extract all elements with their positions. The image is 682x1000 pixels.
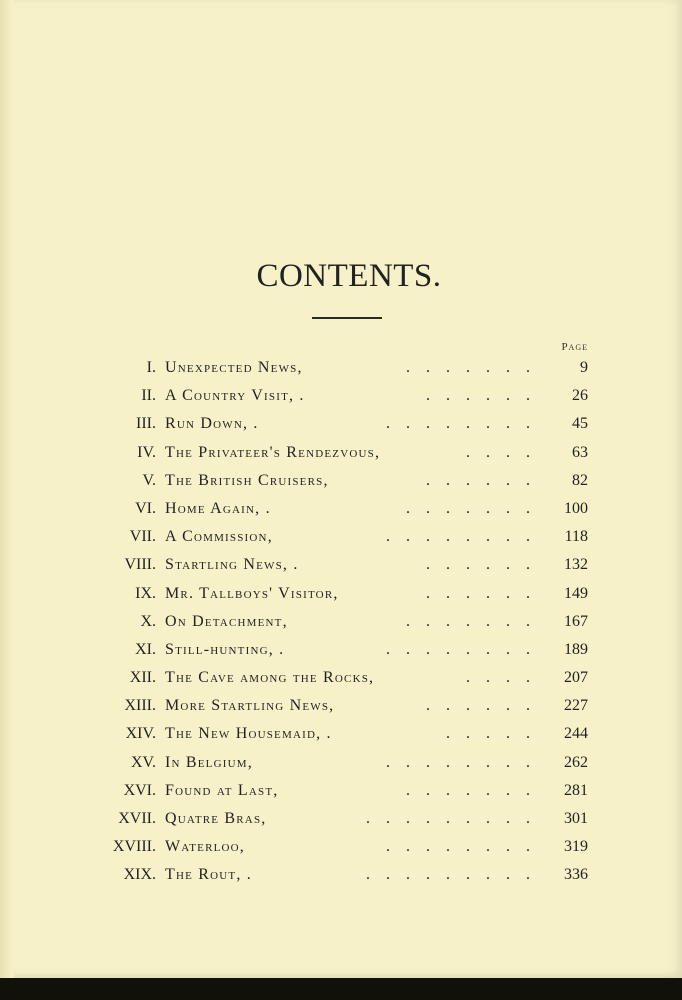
- chapter-page: 262: [564, 753, 588, 771]
- chapter-title: Still-hunting, .: [165, 640, 285, 658]
- leader-dots: . . . . . . . .: [386, 753, 536, 771]
- chapter-title: A Country Visit, .: [165, 387, 305, 405]
- leader-dots: . . . . . . . .: [386, 528, 536, 546]
- chapter-number: X.: [140, 612, 156, 630]
- chapter-page: 227: [564, 697, 588, 715]
- table-of-contents: [0, 354, 682, 890]
- toc-row: [0, 749, 682, 777]
- chapter-number: XVI.: [123, 781, 156, 799]
- chapter-title: Unexpected News,: [165, 359, 303, 376]
- leader-dots: . . . . . . .: [406, 499, 536, 517]
- chapter-number: XVII.: [118, 810, 156, 827]
- chapter-number: XVIII.: [112, 838, 156, 856]
- chapter-title: The Cave among the Rocks,: [165, 669, 375, 687]
- chapter-number: I.: [146, 359, 156, 376]
- chapter-number: XIX.: [123, 866, 156, 884]
- leader-dots: . . . . . .: [426, 387, 536, 405]
- chapter-number: XIV.: [125, 725, 156, 743]
- chapter-title: Waterloo,: [165, 838, 246, 856]
- chapter-number: IV.: [137, 443, 156, 461]
- chapter-page: 167: [564, 612, 588, 630]
- chapter-title: Found at Last,: [165, 781, 279, 799]
- leader-dots: . . . . . .: [426, 556, 536, 574]
- leader-dots: . . . .: [466, 443, 536, 461]
- scan-border: [0, 978, 682, 1000]
- chapter-title: The New Housemaid, .: [165, 725, 332, 743]
- chapter-title: Mr. Tallboys' Visitor,: [165, 584, 339, 602]
- leader-dots: . . . . . . . . .: [366, 866, 536, 884]
- leader-dots: . . . . . . . .: [386, 640, 536, 658]
- chapter-page: 9: [580, 359, 588, 376]
- leader-dots: . . . . . .: [426, 471, 536, 489]
- chapter-number: XV.: [130, 753, 156, 771]
- chapter-title: A Commission,: [165, 528, 273, 546]
- chapter-title: In Belgium,: [165, 753, 253, 771]
- chapter-title: The Privateer's Rendezvous,: [165, 443, 381, 461]
- toc-row: [0, 354, 682, 382]
- toc-row: [0, 861, 682, 889]
- leader-dots: . . . . . . .: [406, 781, 536, 799]
- chapter-title: The Rout, .: [165, 866, 252, 884]
- chapter-title: The British Cruisers,: [165, 471, 329, 489]
- chapter-number: IX.: [135, 584, 156, 602]
- chapter-page: 149: [564, 584, 588, 602]
- chapter-title: Home Again, .: [165, 499, 271, 517]
- chapter-number: V.: [142, 471, 156, 489]
- toc-row: [0, 410, 682, 438]
- toc-row: [0, 495, 682, 523]
- chapter-number: VIII.: [124, 556, 156, 574]
- chapter-page: 281: [564, 781, 588, 799]
- toc-row: [0, 777, 682, 805]
- chapter-page: 336: [564, 866, 588, 884]
- chapter-page: 82: [572, 471, 588, 489]
- page-column-header: Page: [561, 341, 588, 353]
- chapter-number: XII.: [129, 669, 156, 687]
- leader-dots: . . . . . .: [426, 584, 536, 602]
- toc-row: [0, 608, 682, 636]
- chapter-page: 45: [572, 415, 588, 433]
- leader-dots: . . . .: [466, 669, 536, 687]
- toc-row: [0, 692, 682, 720]
- chapter-number: VI.: [135, 499, 156, 517]
- toc-row: [0, 636, 682, 664]
- leader-dots: . . . . . . . .: [386, 415, 536, 433]
- chapter-page: 207: [564, 669, 588, 687]
- toc-row: [0, 382, 682, 410]
- chapter-title: On Detachment,: [165, 612, 288, 630]
- toc-row: [0, 720, 682, 748]
- leader-dots: . . . . . . .: [406, 612, 536, 630]
- chapter-page: 100: [564, 499, 588, 517]
- chapter-number: XI.: [135, 640, 156, 658]
- toc-row: [0, 439, 682, 467]
- chapter-page: 118: [564, 528, 588, 546]
- toc-row: [0, 523, 682, 551]
- chapter-number: VII.: [129, 528, 156, 546]
- title-rule: [312, 317, 382, 319]
- chapter-page: 26: [572, 387, 588, 405]
- chapter-page: 319: [564, 838, 588, 856]
- toc-row: [0, 580, 682, 608]
- chapter-title: Startling News, .: [165, 556, 299, 574]
- leader-dots: . . . . . . . . .: [366, 810, 536, 827]
- toc-row: [0, 551, 682, 579]
- leader-dots: . . . . . .: [426, 697, 536, 715]
- contents-title: CONTENTS.: [256, 258, 442, 294]
- chapter-page: 301: [564, 810, 588, 827]
- chapter-title: More Startling News,: [165, 697, 335, 715]
- leader-dots: . . . . . . .: [406, 359, 536, 376]
- toc-row: [0, 467, 682, 495]
- chapter-page: 63: [572, 443, 588, 461]
- toc-row: [0, 664, 682, 692]
- leader-dots: . . . . . . . .: [386, 838, 536, 856]
- chapter-page: 132: [564, 556, 588, 574]
- toc-row: [0, 805, 682, 833]
- toc-row: [0, 833, 682, 861]
- leader-dots: . . . . .: [446, 725, 536, 743]
- chapter-page: 189: [564, 640, 588, 658]
- chapter-title: Run Down, .: [165, 415, 259, 433]
- chapter-page: 244: [564, 725, 588, 743]
- chapter-number: III.: [136, 415, 156, 433]
- chapter-title: Quatre Bras,: [165, 810, 267, 827]
- chapter-number: XIII.: [124, 697, 156, 715]
- chapter-number: II.: [141, 387, 156, 405]
